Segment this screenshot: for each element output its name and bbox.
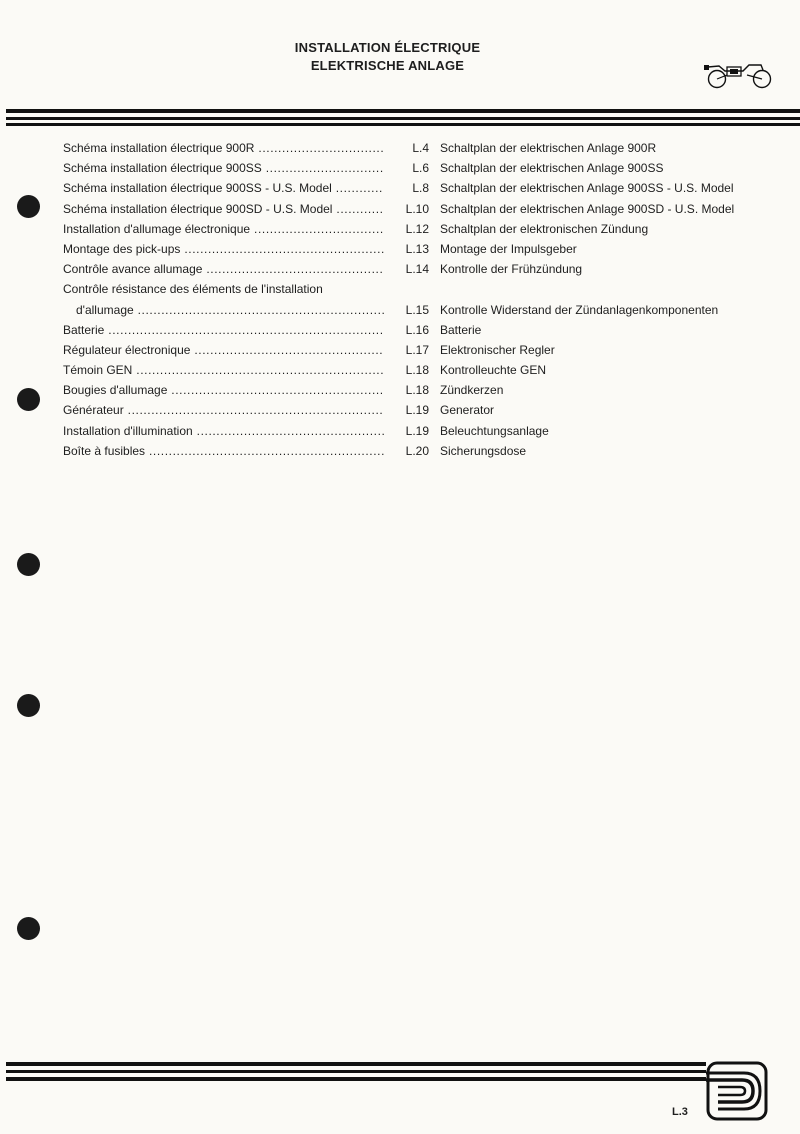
- toc-fr-title: Bougies d'allumage .....: [63, 380, 384, 400]
- toc-row: [63, 219, 783, 239]
- toc-de-title: Schaltplan der elektrischen Anlage 900SS - U.S. Model: [440, 181, 734, 196]
- toc-ref: L.6: [412, 161, 429, 176]
- toc-fr-title: Boîte à fusibles .....: [63, 441, 384, 461]
- binder-hole: [17, 388, 40, 411]
- binder-hole: [17, 195, 40, 218]
- toc-row: [63, 421, 783, 441]
- footer-rule: [6, 1062, 706, 1084]
- toc-row: [63, 158, 783, 178]
- toc-de-title: Zündkerzen: [440, 383, 504, 398]
- toc-ref: L.19: [405, 403, 429, 418]
- toc-fr-title: Témoin GEN .....: [63, 360, 384, 380]
- toc-ref: L.12: [405, 221, 429, 236]
- toc-row: [63, 441, 783, 461]
- toc-de-title: Schaltplan der elektrischen Anlage 900R: [440, 141, 657, 155]
- toc-ref: L.18: [405, 383, 429, 398]
- toc-fr-title: Régulateur électronique .....: [63, 340, 384, 360]
- toc-ref: L.18: [405, 363, 429, 378]
- toc-ref: L.17: [405, 342, 429, 357]
- toc-de-title: Schaltplan der elektronischen Zündung: [440, 221, 649, 236]
- toc-row: [63, 199, 783, 219]
- table-of-contents: [63, 138, 783, 461]
- toc-fr-title: Générateur .....: [63, 400, 384, 420]
- toc-fr-title: Contrôle résistance des éléments de l'installation: [63, 282, 323, 297]
- toc-de-title: Schaltplan der elektrischen Anlage 900SD - U.S. Model: [440, 201, 735, 216]
- toc-fr-title: Schéma installation électrique 900SS .....: [63, 158, 384, 178]
- toc-row: [63, 380, 783, 400]
- toc-ref: L.10: [405, 201, 429, 216]
- toc-de-title: Beleuchtungsanlage: [440, 423, 549, 438]
- toc-de-title: Elektronischer Regler: [440, 342, 555, 357]
- page-number: L.3: [672, 1106, 688, 1118]
- toc-de-title: Batterie: [440, 322, 482, 337]
- ducati-d-logo: [706, 1061, 768, 1121]
- toc-row: [63, 259, 783, 279]
- toc-fr-title: Contrôle avance allumage .....: [63, 259, 384, 279]
- toc-de-title: Montage der Impulsgeber: [440, 241, 577, 256]
- toc-ref: L.19: [405, 423, 429, 438]
- toc-row: [63, 279, 783, 319]
- toc-fr-title: Installation d'illumination .....: [63, 421, 384, 441]
- toc-de-title: Kontrolle der Frühzündung: [440, 262, 583, 277]
- binder-hole: [17, 694, 40, 717]
- toc-ref: L.4: [412, 141, 429, 155]
- toc-de-title: Kontrolle Widerstand der Zündanlagenkomponenten: [440, 302, 719, 317]
- toc-de-title: Sicherungsdose: [440, 443, 527, 458]
- motorcycle-icon: [703, 57, 773, 91]
- toc-ref: L.20: [405, 443, 429, 458]
- toc-de-title: Schaltplan der elektrischen Anlage 900SS: [440, 161, 664, 176]
- toc-de-title: Kontrolleuchte GEN: [440, 363, 547, 378]
- toc-row: [63, 400, 783, 420]
- page-title-fr: INSTALLATION ÉLECTRIQUE: [294, 40, 481, 55]
- toc-ref: L.16: [405, 322, 429, 337]
- toc-de-title: Generator: [440, 403, 495, 418]
- toc-fr-title: Schéma installation électrique 900SD - U.S. Model .....: [63, 199, 384, 219]
- toc-row: [63, 178, 783, 198]
- binder-hole: [17, 553, 40, 576]
- toc-ref: L.15: [405, 302, 429, 317]
- toc-fr-title: Batterie .....: [63, 320, 384, 340]
- toc-row: [63, 239, 783, 259]
- toc-ref: L.8: [412, 181, 429, 196]
- toc-fr-title: Schéma installation électrique 900R .....: [63, 138, 384, 158]
- toc-ref: L.14: [405, 262, 429, 277]
- header-rule: [6, 109, 800, 127]
- toc-fr-title: Montage des pick-ups .....: [63, 239, 384, 259]
- toc-row: [63, 340, 783, 360]
- toc-fr-title: Installation d'allumage électronique .....: [63, 219, 384, 239]
- binder-hole: [17, 917, 40, 940]
- toc-row: [63, 138, 783, 158]
- page-title-de: ELEKTRISCHE ANLAGE: [310, 58, 465, 73]
- toc-row: [63, 320, 783, 340]
- toc-fr-title-continued: d'allumage .....: [76, 300, 384, 320]
- toc-ref: L.13: [405, 241, 429, 256]
- toc-row: [63, 360, 783, 380]
- toc-fr-title: Schéma installation électrique 900SS - U.S. Model .....: [63, 178, 384, 198]
